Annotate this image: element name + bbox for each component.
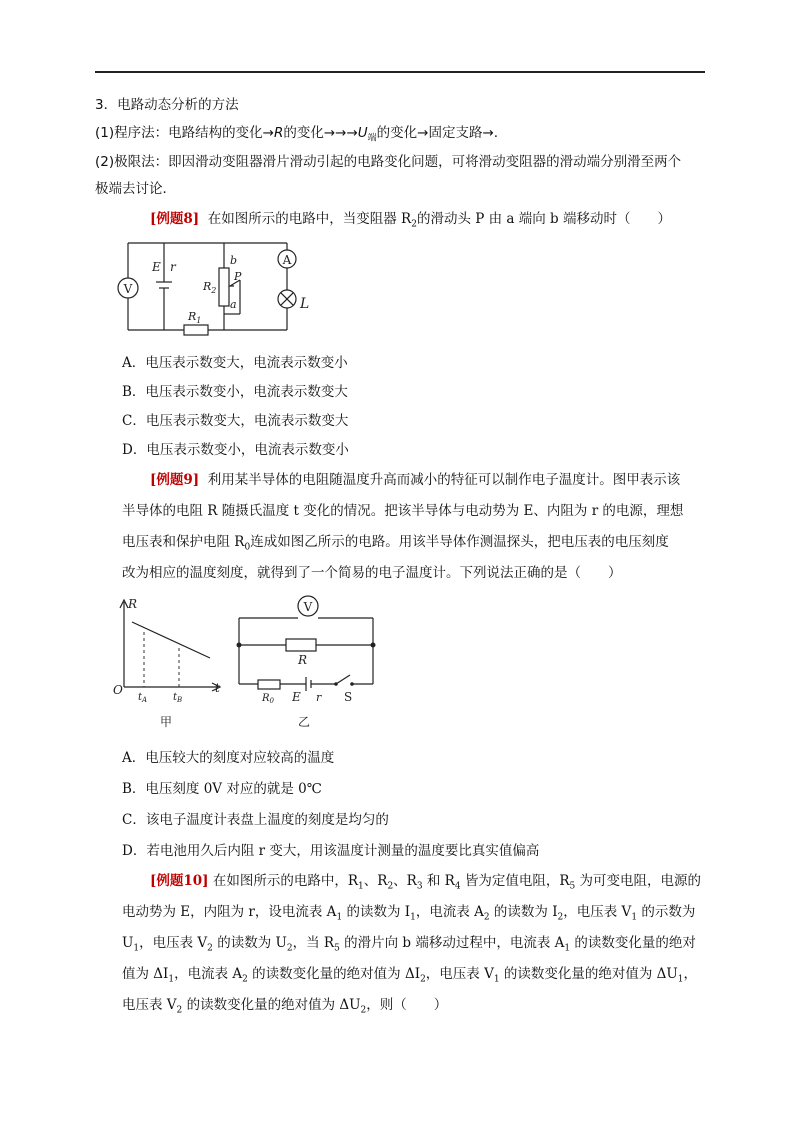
example-10-line-3: $U_1$，电压表 $V_2$ 的读数为 $U_2$，当 $R_5$ 的滑片向 b 端移动过程中，电流表 $A_1$ 的读数变化量的绝对 bbox=[122, 935, 696, 954]
svg-text:V: V bbox=[303, 600, 313, 614]
svg-text:t: t bbox=[215, 681, 220, 695]
svg-text:R0: $R_0$ bbox=[262, 693, 274, 705]
example-8-option-b[interactable]: B．电压表示数变小，电流表示数变大 bbox=[122, 384, 348, 400]
method-2-line-2: 极端去讨论． bbox=[95, 181, 176, 197]
svg-text:R: R bbox=[298, 653, 308, 667]
svg-text:V: V bbox=[123, 282, 133, 296]
svg-text:a: a bbox=[230, 298, 237, 311]
svg-text:tA: $t_A$ bbox=[138, 692, 148, 704]
example-10-line-1: [例题10] 在如图所示的电路中，$R_1$、$R_2$、$R_3$ 和 $R_4$ 皆为定值电阻，$R_5$ 为可变电阻，电源的 bbox=[150, 873, 702, 892]
svg-text:L: L bbox=[300, 296, 310, 312]
svg-text:b: b bbox=[230, 254, 238, 267]
circuit-yi-caption: 乙 bbox=[297, 715, 311, 729]
example-10-line-4: 值为 $\Delta I_1$，电流表 $A_2$ 的读数变化量的绝对值为 $\Delta I_2$，电压表 $V_1$ 的读数变化量的绝对值为 $\Delta U_1$， bbox=[122, 966, 698, 985]
svg-text:R1: $R_1$ bbox=[188, 310, 202, 325]
example-8-circuit-figure bbox=[112, 238, 312, 338]
svg-text:R2: $R_2$ bbox=[203, 280, 217, 295]
svg-text:r: r bbox=[170, 260, 176, 274]
header-rule bbox=[95, 71, 705, 73]
example-8-stem: [例题8] 在如图所示的电路中，当变阻器 $R_2$的滑动头 P 由 a 端向 b 端移动时（ ） bbox=[150, 211, 671, 230]
example-9-option-a[interactable]: A．电压较大的刻度对应较高的温度 bbox=[122, 750, 335, 766]
example-8-option-c[interactable]: C．电压表示数变大，电流表示数变大 bbox=[122, 413, 349, 429]
example-9-option-b[interactable]: B．电压刻度 0V 对应的就是 0℃ bbox=[122, 781, 322, 797]
example-8-option-d[interactable]: D．电压表示数变小，电流表示数变小 bbox=[122, 442, 349, 458]
example-10-tag: [例题10] bbox=[150, 873, 209, 889]
example-9-tag: [例题9] bbox=[150, 472, 200, 488]
svg-text:r: r bbox=[316, 691, 322, 704]
voltmeter-icon bbox=[298, 596, 318, 616]
svg-text:A: A bbox=[282, 253, 292, 267]
section-heading: 3．电路动态分析的方法 bbox=[95, 97, 239, 113]
ammeter-icon bbox=[278, 250, 296, 268]
svg-text:R: R bbox=[128, 597, 138, 611]
graph-jia-caption: 甲 bbox=[159, 715, 173, 729]
example-9-line-3: 电压表和保护电阻 $R_0$连成如图乙所示的电路。用该半导体作测温探头，把电压表的电压刻度 bbox=[122, 534, 669, 553]
svg-text:E: E bbox=[292, 690, 301, 704]
example-10-line-5: 电压表 $V_2$ 的读数变化量的绝对值为 $\Delta U_2$，则（ ） bbox=[122, 997, 448, 1016]
voltmeter-icon bbox=[118, 278, 138, 298]
graph-jia-figure bbox=[110, 592, 225, 732]
example-9-line-2: 半导体的电阻 R 随摄氏温度 t 变化的情况。把该半导体与电动势为 E、内阻为 r 的电源，理想 bbox=[122, 503, 684, 519]
example-10-line-2: 电动势为 E，内阻为 r，设电流表 $A_1$ 的读数为 $I_1$，电流表 $A_2$ 的读数为 $I_2$，电压表 $V_1$ 的示数为 bbox=[122, 904, 696, 923]
circuit-yi-figure bbox=[232, 592, 382, 732]
lamp-icon bbox=[278, 290, 296, 308]
example-9-option-c[interactable]: C．该电子温度计表盘上温度的刻度是均匀的 bbox=[122, 812, 389, 828]
svg-text:tB: $t_B$ bbox=[173, 692, 183, 704]
example-9-option-d[interactable]: D．若电池用久后内阻 r 变大，用该温度计测量的温度要比真实值偏高 bbox=[122, 843, 540, 859]
example-9-line-4: 改为相应的温度刻度，就得到了一个简易的电子温度计。下列说法正确的是（ ） bbox=[122, 565, 622, 581]
method-2-line-1: (2)极限法：即因滑动变阻器滑片滑动引起的电路变化问题，可将滑动变阻器的滑动端分别滑至两个 bbox=[95, 154, 682, 170]
svg-text:O: O bbox=[113, 683, 123, 697]
example-8-tag: [例题8] bbox=[150, 211, 200, 227]
example-8-option-a[interactable]: A．电压表示数变大，电流表示数变小 bbox=[122, 355, 348, 371]
svg-text:E: E bbox=[152, 260, 161, 274]
svg-text:S: S bbox=[344, 690, 353, 704]
example-9-line-1: [例题9] 利用某半导体的电阻随温度升高而减小的特征可以制作电子温度计。图甲表示该 bbox=[150, 472, 681, 488]
svg-text:P: P bbox=[234, 270, 242, 283]
method-1: (1)程序法：电路结构的变化→R的变化$\to\to\to U_端$的变化→固定支路→. bbox=[95, 125, 499, 144]
